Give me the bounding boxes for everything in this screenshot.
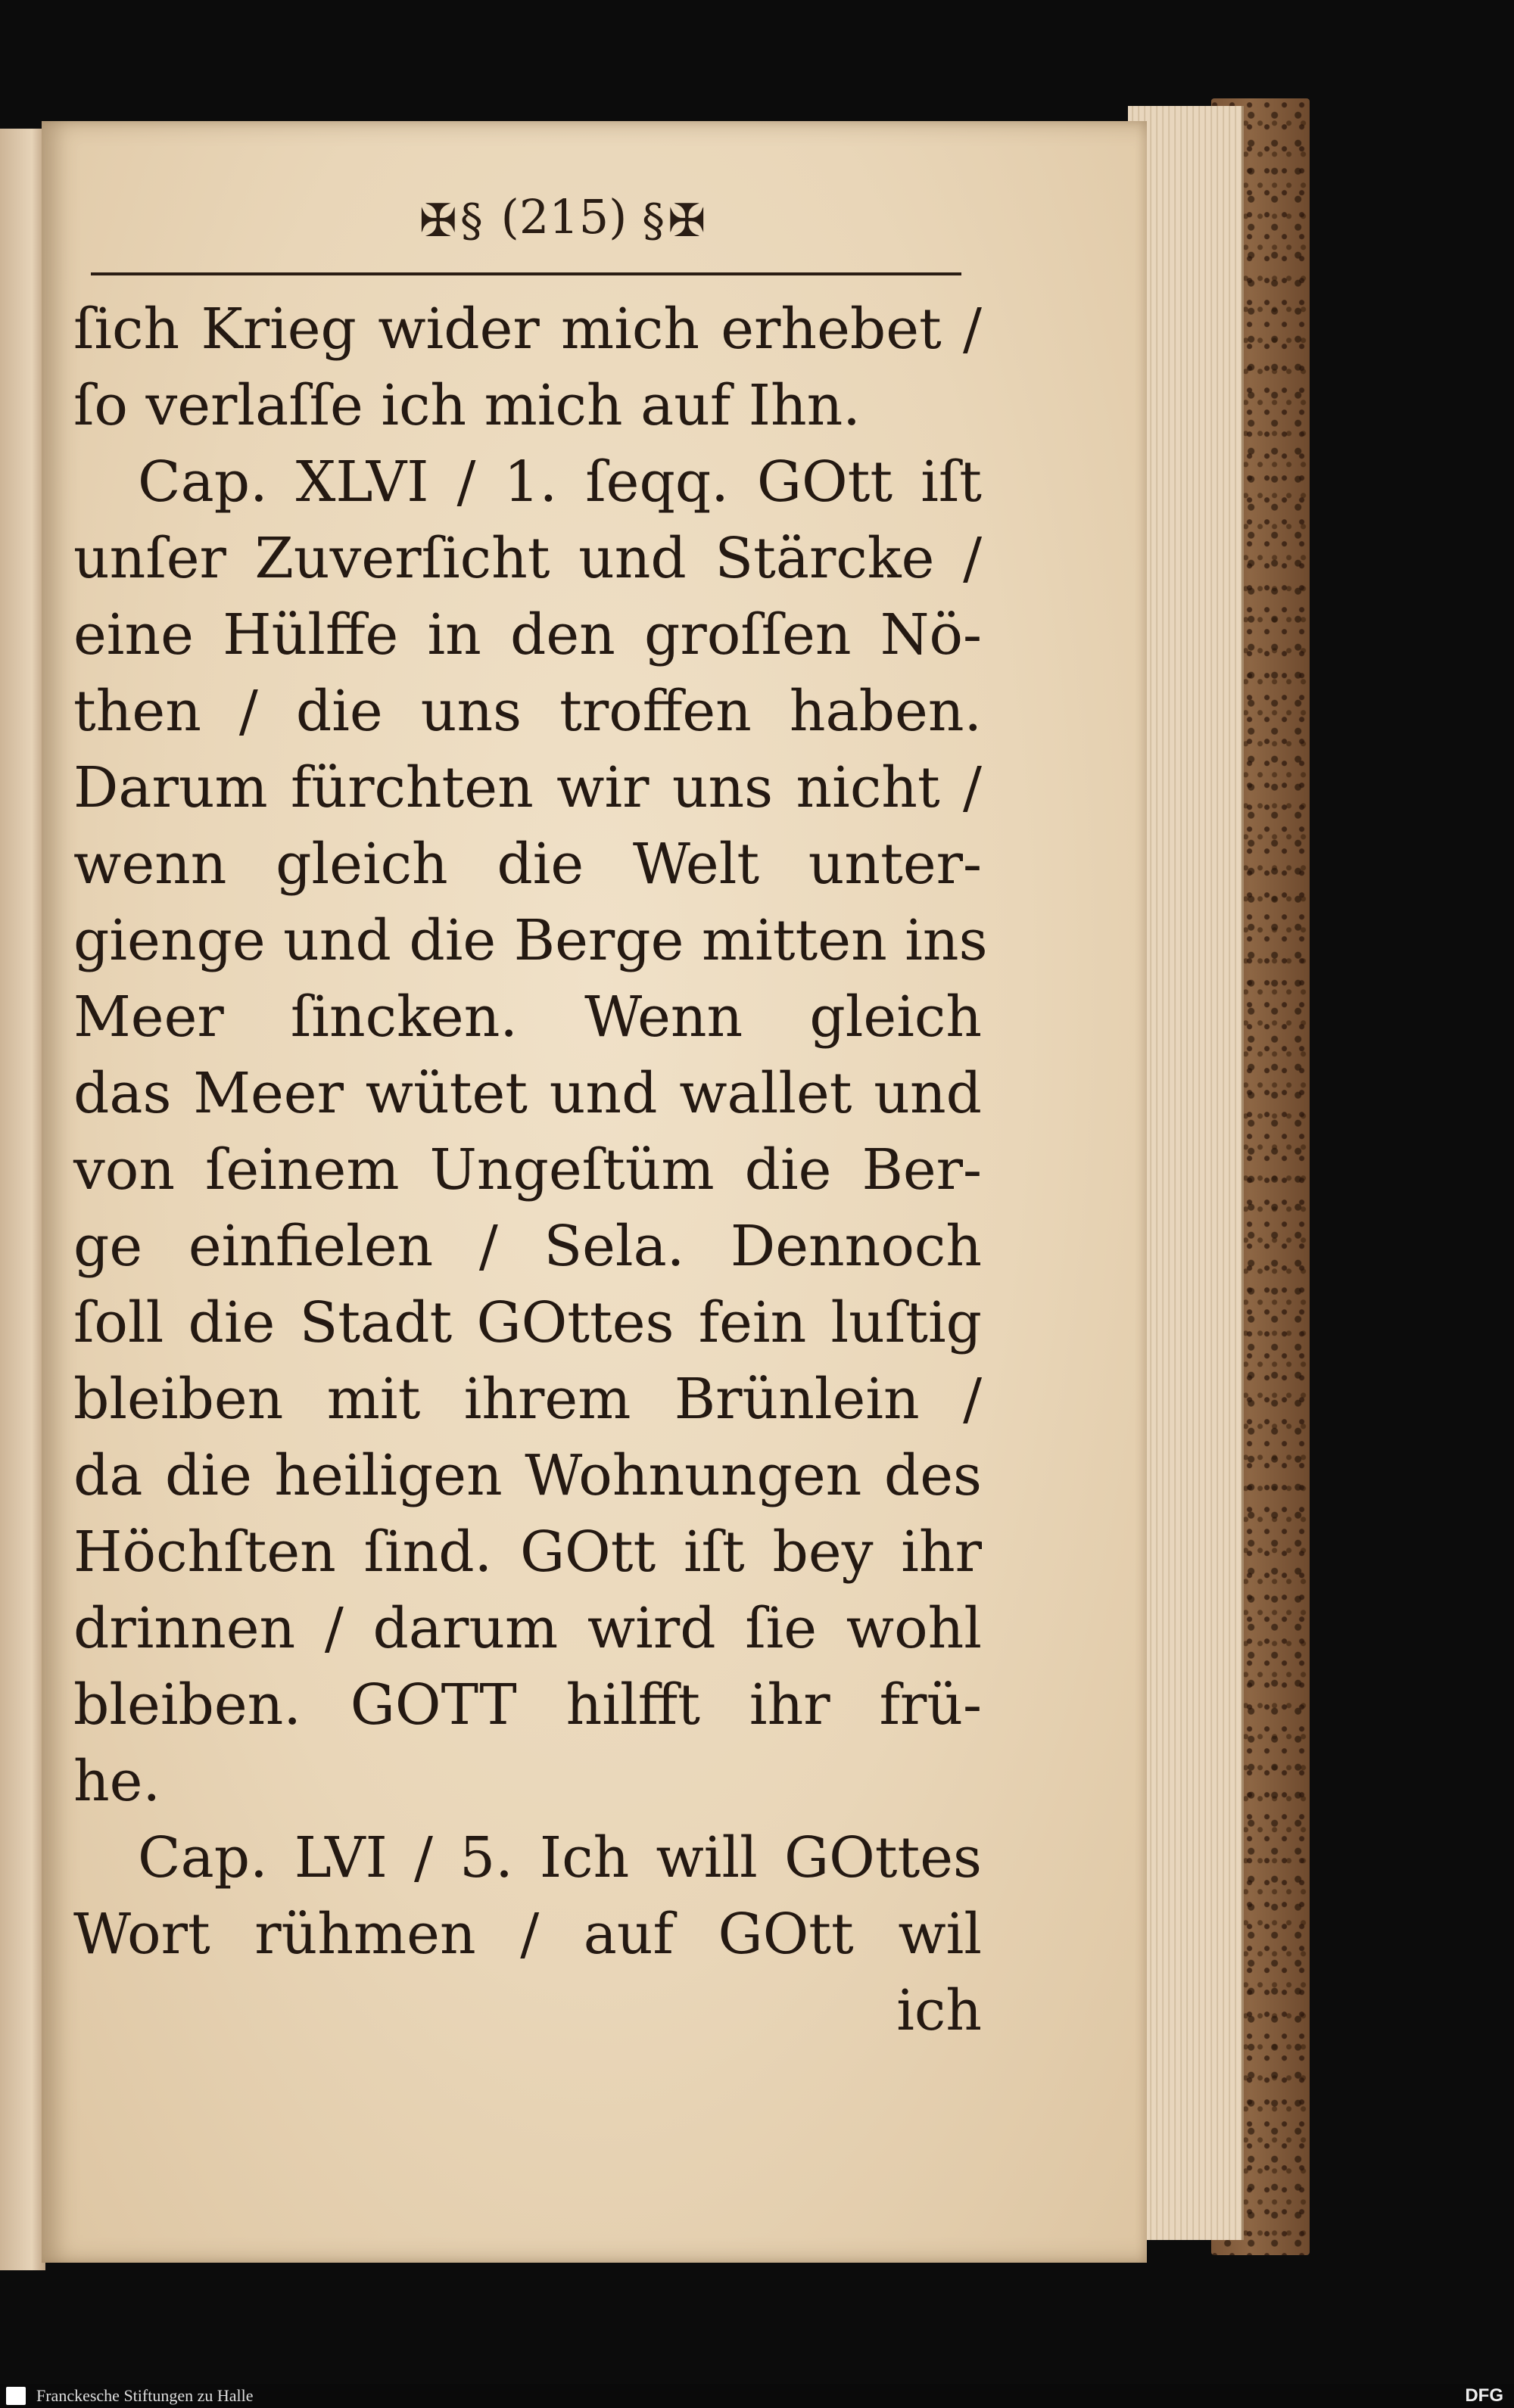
header-ornament-right: §✠ bbox=[642, 194, 709, 247]
text-line: ſoll die Stadt GOttes fein luſtig bbox=[73, 1290, 982, 1355]
text-line: Darum fürchten wir uns nicht / bbox=[73, 755, 982, 820]
text-line: Höchſten ſind. GOtt iſt bey ihr bbox=[73, 1520, 982, 1585]
page-number: (215) bbox=[500, 189, 628, 244]
text-line: he. bbox=[73, 1749, 160, 1814]
text-line: drinnen / darum wird ſie wohl bbox=[73, 1596, 982, 1661]
catchword: ich bbox=[896, 1978, 982, 2043]
text-line: ſich Krieg wider mich erhebet / bbox=[73, 297, 982, 362]
left-facing-page bbox=[0, 129, 45, 2270]
header-rule bbox=[91, 272, 961, 275]
text-line: da die heiligen Wohnungen des bbox=[73, 1443, 982, 1508]
text-line: Cap. LVI / 5. Ich will GOttes bbox=[138, 1825, 982, 1890]
institution-name: Franckesche Stiftungen zu Halle bbox=[36, 2386, 254, 2405]
text-line: then / die uns troffen haben. bbox=[73, 679, 982, 744]
text-line: Meer ſincken. Wenn gleich bbox=[73, 985, 982, 1050]
text-line: ge einfielen / Sela. Dennoch bbox=[73, 1214, 982, 1279]
text-line: eine Hülffe in den groſſen Nö- bbox=[73, 602, 982, 667]
text-line: gienge und die Berge mitten ins bbox=[73, 908, 988, 973]
text-line: von ſeinem Ungeſtüm die Ber- bbox=[73, 1137, 982, 1202]
text-line: ſo verlaſſe ich mich auf Ihn. bbox=[73, 373, 861, 438]
text-line: bleiben mit ihrem Brünlein / bbox=[73, 1367, 982, 1432]
body-text bbox=[73, 291, 988, 2049]
institution-logo-icon bbox=[6, 2387, 26, 2405]
text-line: das Meer wütet und wallet und bbox=[73, 1061, 982, 1126]
text-line: wenn gleich die Welt unter- bbox=[73, 832, 982, 897]
book-page bbox=[42, 121, 1147, 2263]
text-line: Cap. XLVI / 1. ſeqq. GOtt iſt bbox=[138, 450, 982, 515]
page-header bbox=[129, 189, 999, 247]
text-line: unſer Zuverſicht und Stärcke / bbox=[73, 526, 982, 591]
viewer-footer bbox=[0, 2384, 1514, 2408]
dfg-badge: DFG bbox=[1465, 2385, 1503, 2406]
text-line: Wort rühmen / auf GOtt wil bbox=[73, 1902, 982, 1967]
header-ornament-left: ✠§ bbox=[419, 194, 486, 247]
text-line: bleiben. GOTT hilfft ihr frü- bbox=[73, 1672, 982, 1738]
